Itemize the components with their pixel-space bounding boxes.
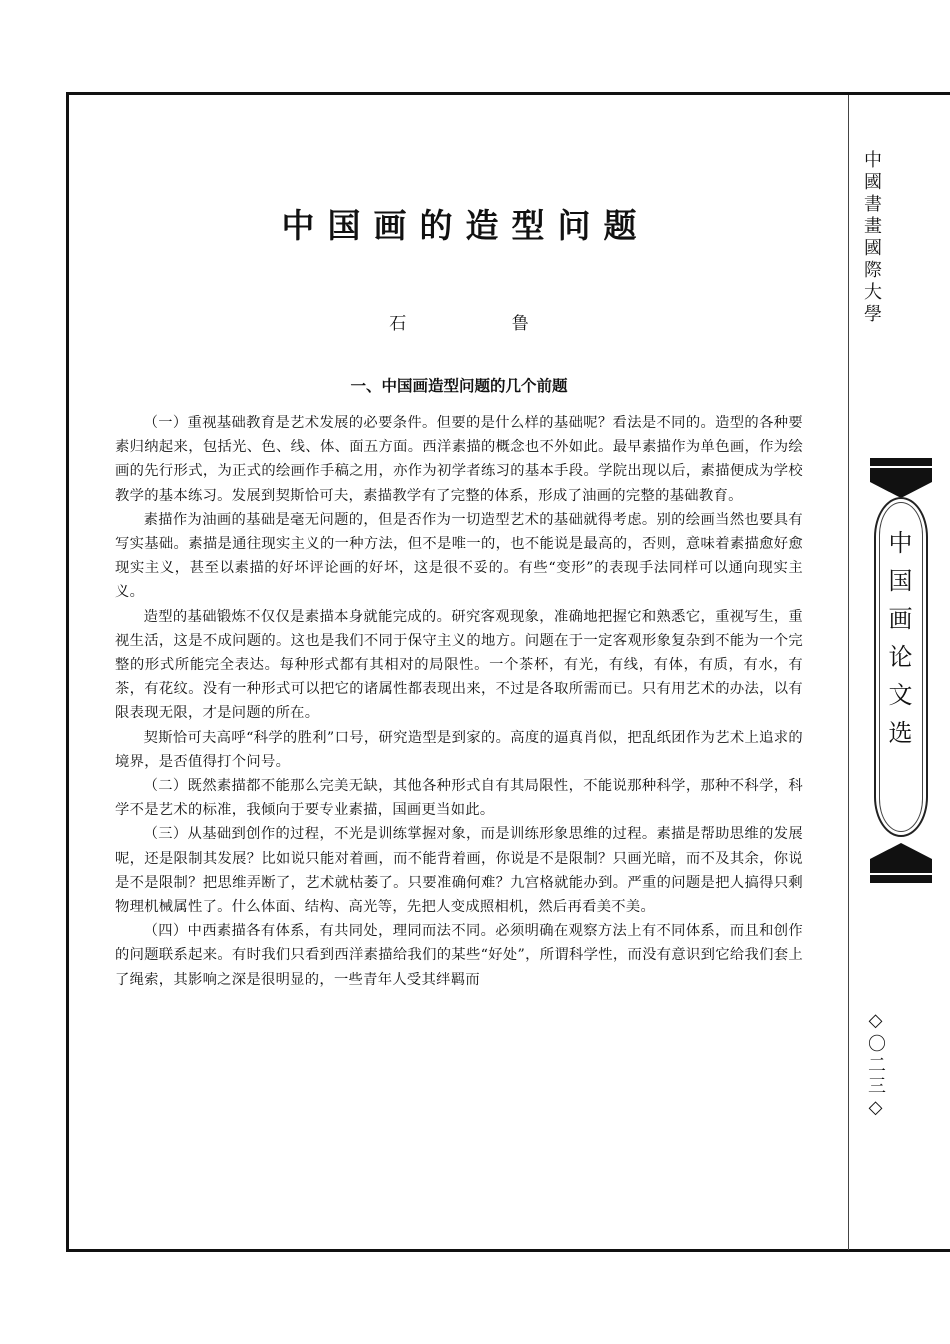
article-author: 石 鲁	[389, 314, 579, 334]
paragraph: 造型的基础锻炼不仅仅是素描本身就能完成的。研究客观现象，准确地把握它和熟悉它，重视写生，重视生活，这是不成问题的。这也是我们不同于保守主义的地方。问题在于一定客观形象复杂到不能为一个完整的形式所能完全表达。每种形式都有其相对的局限性。一个茶杯，有光，有线，有体，有质，有水，有茶，有花纹。没有一种形式可以把它的诸属性都表现出来，不过是各取所需而已。只有用艺术的办法，以有限表现无限，才是问题的所在。	[115, 608, 803, 722]
section-label: 中国画论文选	[884, 530, 912, 758]
paragraph: 契斯恰可夫高呼“科学的胜利”口号，研究造型是到家的。高度的逼真肖似，把乱纸团作为艺术上追求的境界，是否值得打个问号。	[115, 729, 803, 770]
ornament-bar-top	[870, 458, 932, 466]
paragraph: （四）中西素描各有体系，有共同处，理同而法不同。必须明确在观察方法上有不同体系，而且和创作的问题联系起来。有时我们只看到西洋素描给我们的某些“好处”，所谓科学性，而没有意识到它给我们套上了绳索，其影响之深是很明显的，一些青年人受其绊羁而	[115, 923, 803, 988]
section-heading: 一、中国画造型问题的几个前题	[350, 377, 568, 395]
paragraph: （二）既然素描都不能那么完美无缺，其他各种形式自有其局限性，不能说那种科学，那种不科学，科学不是艺术的标准，我倾向于要专业素描，国画更当如此。	[115, 778, 803, 819]
publication-name: 中國書畫國際大學	[861, 150, 882, 326]
sidebar-divider	[848, 95, 849, 1250]
article-title: 中国画的造型问题	[281, 206, 650, 245]
paragraph: （三）从基础到创作的过程，不光是训练掌握对象，而是训练形象思维的过程。素描是帮助思维的发展呢，还是限制其发展？比如说只能对着画，而不能背着画，你说是不是限制？只画光暗，而不及其余，你说是不是限制？把思维弄断了，艺术就枯萎了。只要准确何难？九宫格就能办到。严重的问题是把人搞得只剩物理机械属性了。什么体面、结构、高光等，先把人变成照相机，然后再看美不美。	[115, 826, 803, 916]
paragraph: （一）重视基础教育是艺术发展的必要条件。但要的是什么样的基础呢？看法是不同的。造型的各种要素归纳起来，包括光、色、线、体、面五方面。西洋素描的概念也不外如此。最早素描作为单色画，作为绘画的先行形式，为正式的绘画作手稿之用，亦作为初学者练习的基本手段。学院出现以后，素描便成为学校教学的基本练习。发展到契斯恰可夫，素描教学有了完整的体系，形成了油画的完整的基础教育。	[115, 415, 803, 504]
ornament-chevron-bottom	[870, 843, 932, 873]
article-body	[115, 411, 803, 992]
ornament-chevron-top	[870, 468, 932, 498]
ornament-bar-bottom	[870, 875, 932, 883]
article	[115, 200, 803, 992]
page-number: ◇〇二三◇	[865, 1010, 886, 1121]
paragraph: 素描作为油画的基础是毫无问题的，但是否作为一切造型艺术的基础就得考虑。别的绘画当然也要具有写实基础。素描是通往现实主义的一种方法，但不是唯一的，也不能说是最高的，否则，意味着素描愈好愈现实主义，甚至以素描的好坏评论画的好坏，这是很不妥的。有些“变形”的表现手法同样可以通向现实主义。	[115, 511, 803, 601]
